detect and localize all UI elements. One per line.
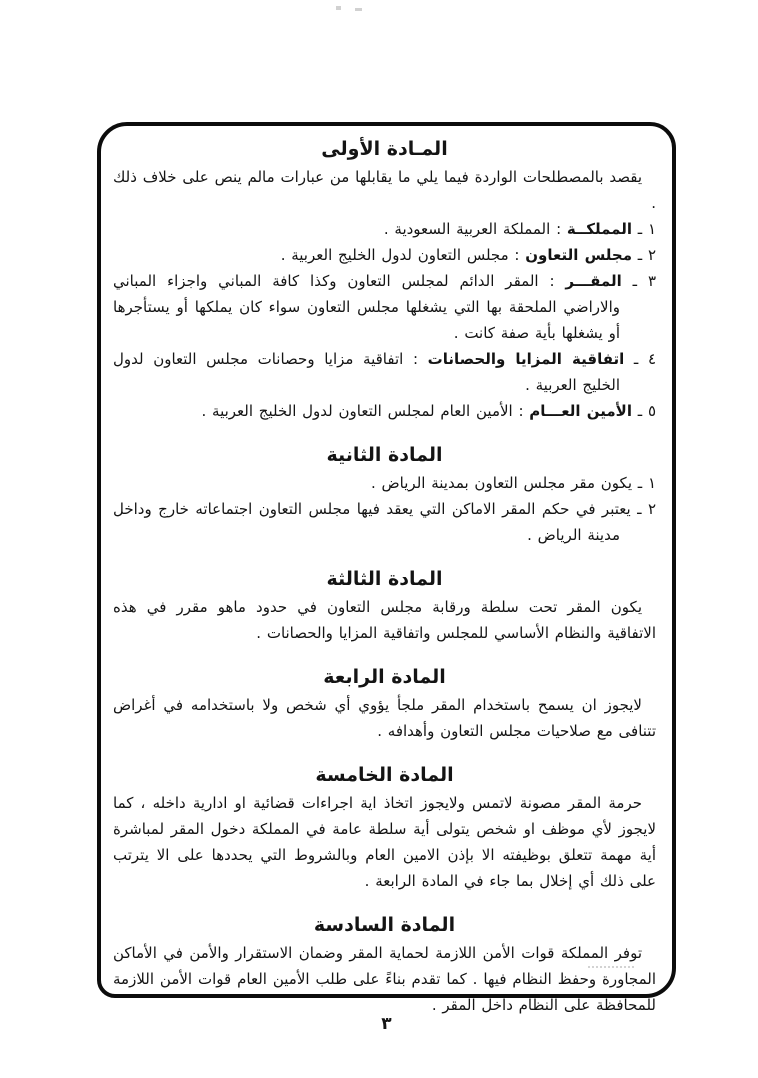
item-text: المملكة العربية السعودية .	[383, 220, 551, 238]
item-text: مجلس التعاون لدول الخليج العربية .	[280, 246, 509, 264]
scan-artifact-top-right	[355, 8, 362, 11]
article-1-item-1	[113, 216, 656, 242]
scan-artifact-top-left	[336, 6, 341, 10]
item-text: المقر الدائم لمجلس التعاون وكذا كافة المباني واجزاء المباني والاراضي الملحقة بها التي يشغلها مجلس التعاون سواء كان يملكها أو يستأجرها أو يشغلها بأية صفة كانت .	[113, 272, 620, 342]
article-2-item-2	[113, 496, 656, 548]
article-2-item-1	[113, 470, 656, 496]
article-5-body: حرمة المقر مصونة لاتمس ولايجوز اتخاذ اية اجراءات قضائية او ادارية داخله ، كما لايجوز لأي موظف او شخص يتولى أية سلطة عامة في المملكة دخول المقر لمباشرة أية مهمة تتعلق بوظيفته الا بإذن الامين العام وبالشروط التي يحددها على الا يترتب على ذلك أي إخلال بما جاء في المادة الرابعة .	[113, 794, 656, 890]
article-5-title: المادة الخامسة	[315, 764, 454, 786]
term-separator: :	[538, 272, 566, 290]
article-6-title: المادة السادسة	[313, 914, 456, 936]
item-text: الأمين العام لمجلس التعاون لدول الخليج العربية .	[201, 402, 513, 420]
term-separator: :	[508, 246, 526, 264]
article-1-item-3	[113, 268, 656, 346]
article-1-item-4	[113, 346, 656, 398]
term-separator: :	[403, 350, 428, 368]
term-label: المملكــة	[566, 220, 632, 238]
article-1-title: المـادة الأولى	[321, 138, 448, 160]
term-label: الأمين العـــام	[529, 402, 632, 420]
article-frame	[97, 122, 676, 1014]
article-3-body: يكون المقر تحت سلطة ورقابة مجلس التعاون في حدود ماهو مقرر في هذه الاتفاقية والنظام الأساسي للمجلس واتفاقية المزايا والحصانات .	[113, 598, 656, 642]
page-number: ٣	[381, 1014, 392, 1034]
item-number: ١ ـ	[632, 220, 656, 238]
term-separator: :	[512, 402, 530, 420]
term-label: المقـــر	[565, 272, 622, 290]
article-4-title: المادة الرابعة	[323, 666, 446, 688]
article-6-body: توفر المملكة قوات الأمن اللازمة لحماية المقر وضمان الاستقرار والأمن في الأماكن المجاورة وحفظ النظام فيها . كما تقدم بناءً على طلب الأمين العام قوات الأمن اللازمة للمحافظة على النظام داخل المقر .	[113, 944, 656, 1014]
item-number: ٤ ـ	[624, 350, 656, 368]
term-label: مجلس التعاون	[525, 246, 632, 264]
term-label: اتفاقية المزايا والحصانات	[427, 350, 625, 368]
item-text: اتفاقية مزايا وحصانات مجلس التعاون لدول الخليج العربية .	[113, 350, 620, 394]
item-number: ٥ ـ	[632, 402, 656, 420]
article-1-intro: يقصد بالمصطلحات الواردة فيما يلي ما يقابلها من عبارات مالم ينص على خلاف ذلك .	[113, 168, 656, 212]
item-text: يكون مقر مجلس التعاون بمدينة الرياض .	[371, 474, 632, 492]
item-text: يعتبر في حكم المقر الاماكن التي يعقد فيها مجلس التعاون اجتماعاته خارج وداخل مدينة الرياض .	[113, 500, 631, 544]
article-3-title: المادة الثالثة	[326, 568, 443, 590]
term-separator: :	[550, 220, 567, 238]
item-number: ١ ـ	[632, 474, 656, 492]
scan-artifact-dots	[588, 966, 634, 968]
item-number: ٢ ـ	[632, 246, 656, 264]
article-1-item-2	[113, 242, 656, 268]
article-1-item-5	[113, 398, 656, 424]
article-4-body: لايجوز ان يسمح باستخدام المقر ملجأ يؤوي أي شخص ولا باستخدامه في أغراض تتنافى مع صلاحيات مجلس التعاون وأهدافه .	[113, 696, 656, 740]
item-number: ٢ ـ	[630, 500, 656, 518]
article-2-title: المادة الثانية	[326, 444, 443, 466]
item-number: ٣ ـ	[621, 272, 657, 290]
